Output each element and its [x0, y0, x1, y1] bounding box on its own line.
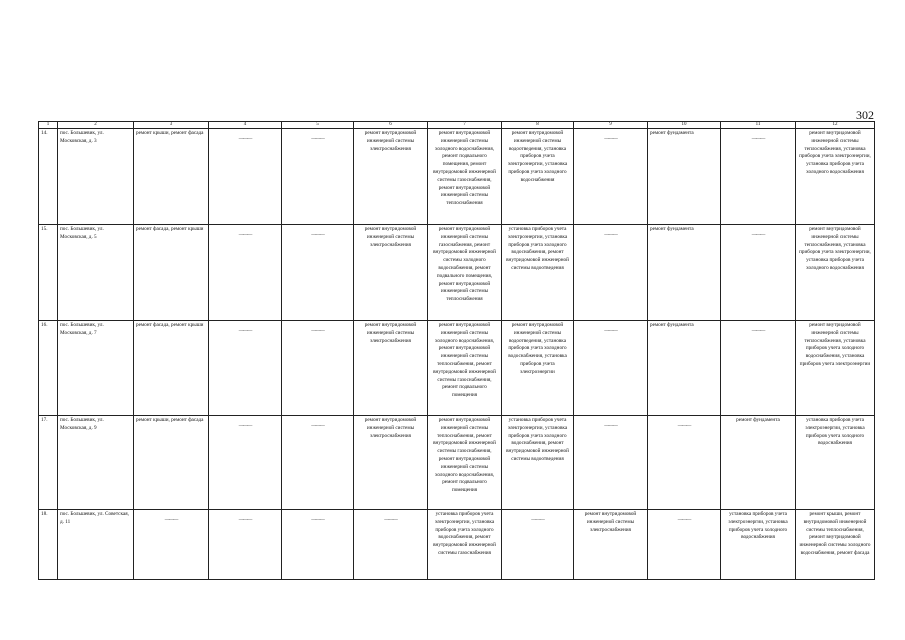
column-header: 10 — [648, 122, 721, 129]
column-header: 5 — [282, 122, 354, 129]
work-cell — [282, 225, 354, 321]
work-cell: ремонт фундамента — [648, 321, 721, 416]
work-cell — [574, 321, 648, 416]
dash-mark: ——— — [311, 136, 324, 142]
works-table — [38, 121, 875, 580]
work-cell — [648, 416, 721, 510]
row-number: 17. — [39, 416, 58, 510]
table-row — [39, 129, 875, 225]
dash-mark: ——— — [238, 328, 252, 334]
dash-mark: ——— — [238, 136, 252, 142]
table-row — [39, 321, 875, 416]
address-cell: пос. Большевик, ул. Московская, д. 3 — [58, 129, 134, 225]
work-cell — [648, 510, 721, 580]
page-number: 302 — [856, 108, 874, 122]
address-cell: пос. Большевик, ул. Московская, д. 5 — [58, 225, 134, 321]
work-cell — [574, 129, 648, 225]
work-cell: установка приборов учета электроэнергии, установка приборов учета холодного водоснабжения — [796, 416, 875, 510]
work-cell — [721, 129, 796, 225]
dash-mark: ——— — [238, 423, 252, 429]
dash-mark: ——— — [604, 232, 617, 238]
dash-mark: ——— — [311, 328, 324, 334]
work-cell: ремонт фундамента — [721, 416, 796, 510]
header-row — [39, 122, 875, 129]
work-cell — [209, 510, 282, 580]
work-cell — [574, 416, 648, 510]
work-cell: установка приборов учета электроэнергии, установка приборов учета холодного водоснабжения, ремонт внутридомовой инженерной системы водоотведения — [502, 225, 574, 321]
dash-mark: ——— — [311, 423, 324, 429]
work-cell: ремонт внутридомовой инженерной системы теплоснабжения, установка приборов учета холодного водоснабжения, установка приборов учета электроэнергии — [796, 321, 875, 416]
dash-mark: ——— — [751, 136, 765, 142]
work-cell — [721, 225, 796, 321]
column-header: 6 — [354, 122, 428, 129]
work-cell: ремонт внутридомовой инженерной системы электроснабжения — [354, 225, 428, 321]
work-cell: установка приборов учета электроэнергии, установка приборов учета холодного водоснабжения — [721, 510, 796, 580]
dash-mark: ——— — [604, 328, 617, 334]
row-number: 15. — [39, 225, 58, 321]
work-cell: установка приборов учета электроэнергии, установка приборов учета холодного водоснабжения, ремонт внутридомовой инженерной системы водоотведения — [502, 416, 574, 510]
work-cell — [282, 416, 354, 510]
dash-mark: ——— — [311, 517, 324, 523]
work-cell: ремонт внутридомовой инженерной системы электроснабжения — [574, 510, 648, 580]
work-cell — [209, 321, 282, 416]
work-cell: ремонт внутридомовой инженерной системы теплоснабжения, ремонт внутридомовой инженерной системы газоснабжения, ремонт внутридомовой инженерной системы холодного водоснабжения, ремонт подвального помещения — [428, 416, 502, 510]
work-cell: ремонт внутридомовой инженерной системы теплоснабжения, установка приборов учета электроэнергии, установка приборов учета холодного водоснабжения — [796, 129, 875, 225]
column-header: 4 — [209, 122, 282, 129]
column-header: 2 — [58, 122, 134, 129]
work-cell — [721, 321, 796, 416]
work-cell — [209, 416, 282, 510]
row-number: 16. — [39, 321, 58, 416]
work-cell — [134, 510, 209, 580]
dash-mark: ——— — [311, 232, 324, 238]
work-cell: ремонт внутридомовой инженерной системы водоотведения, установка приборов учета холодного водоснабжения, установка приборов учета электроэнергии — [502, 321, 574, 416]
dash-mark: ——— — [677, 423, 691, 429]
dash-mark: ——— — [604, 136, 617, 142]
work-cell: ремонт крыши, ремонт внутридомовой инженерной системы теплоснабжения, ремонт внутридомовой инженерной системы холодного водоснабжения, ремонт фасада — [796, 510, 875, 580]
table-row — [39, 416, 875, 510]
work-cell: ремонт фасада, ремонт крыши — [134, 321, 209, 416]
dash-mark: ——— — [164, 517, 178, 523]
row-number: 14. — [39, 129, 58, 225]
work-cell — [282, 321, 354, 416]
column-header: 1 — [39, 122, 58, 129]
work-cell: ремонт внутридомовой инженерной системы холодного водоснабжения, ремонт внутридомовой инженерной системы теплоснабжения, ремонт внутридомовой инженерной системы газоснабжения, ремонт подвального помещения — [428, 321, 502, 416]
column-header: 12 — [796, 122, 875, 129]
work-cell: ремонт крыши, ремонт фасада — [134, 129, 209, 225]
work-cell — [209, 225, 282, 321]
work-cell — [209, 129, 282, 225]
work-cell: ремонт крыши, ремонт фасада — [134, 416, 209, 510]
work-cell — [354, 510, 428, 580]
work-cell — [502, 510, 574, 580]
dash-mark: ——— — [384, 517, 397, 523]
work-cell: ремонт внутридомовой инженерной системы электроснабжения — [354, 416, 428, 510]
address-cell: пос. Большевик, ул. Московская, д. 7 — [58, 321, 134, 416]
table-row — [39, 510, 875, 580]
dash-mark: ——— — [604, 423, 617, 429]
row-number: 18. — [39, 510, 58, 580]
column-header: 11 — [721, 122, 796, 129]
dash-mark: ——— — [238, 232, 252, 238]
dash-mark: ——— — [677, 517, 691, 523]
dash-mark: ——— — [751, 328, 765, 334]
dash-mark: ——— — [751, 232, 765, 238]
work-cell: ремонт внутридомовой инженерной системы водоотведения, установка приборов учета электроэнергии, установка приборов учета холодного водоснабжения — [502, 129, 574, 225]
address-cell: пос. Большевик, ул. Московская, д. 9 — [58, 416, 134, 510]
work-cell — [282, 510, 354, 580]
dash-mark: ——— — [531, 517, 544, 523]
column-header: 7 — [428, 122, 502, 129]
column-header: 3 — [134, 122, 209, 129]
dash-mark: ——— — [238, 517, 252, 523]
work-cell: ремонт внутридомовой инженерной системы холодного водоснабжения, ремонт подвального помещения, ремонт внутридомовой инженерной системы газоснабжения, ремонт внутридомовой инженерной системы теплоснабжения — [428, 129, 502, 225]
table-row — [39, 225, 875, 321]
work-cell — [574, 225, 648, 321]
work-cell: ремонт внутридомовой инженерной системы электроснабжения — [354, 129, 428, 225]
work-cell: ремонт внутридомовой инженерной системы газоснабжения, ремонт внутридомовой инженерной системы холодного водоснабжения, ремонт подвального помещения, ремонт внутридомовой инженерной системы теплоснабжения — [428, 225, 502, 321]
work-cell: ремонт внутридомовой инженерной системы теплоснабжения, установка приборов учета электроэнергии, установка приборов учета холодного водоснабжения — [796, 225, 875, 321]
work-cell: ремонт внутридомовой инженерной системы электроснабжения — [354, 321, 428, 416]
work-cell — [282, 129, 354, 225]
work-cell: установка приборов учета электроэнергии, установка приборов учета холодного водоснабжения, ремонт внутридомовой инженерной системы газоснабжения — [428, 510, 502, 580]
work-cell: ремонт фасада, ремонт крыши — [134, 225, 209, 321]
column-header: 9 — [574, 122, 648, 129]
address-cell: пос. Большевик, ул. Советская, д. 11 — [58, 510, 134, 580]
work-cell: ремонт фундамента — [648, 225, 721, 321]
work-cell: ремонт фундамента — [648, 129, 721, 225]
column-header: 8 — [502, 122, 574, 129]
